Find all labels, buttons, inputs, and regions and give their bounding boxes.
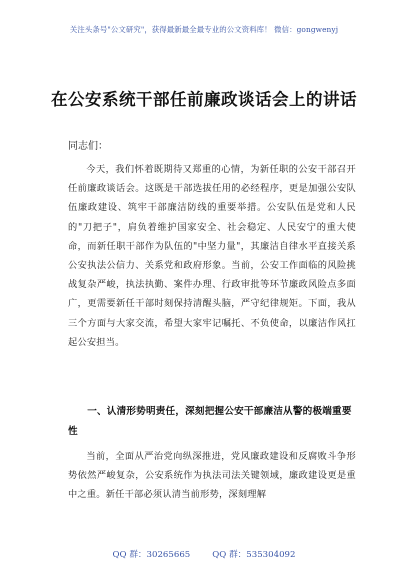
salutation: 同志们： bbox=[68, 141, 108, 152]
section-heading: 一、认清形势明责任，深刻把握公安干部廉洁从警的极端重要性 bbox=[68, 406, 352, 437]
body-paragraph: 当前，全面从严治党向纵深推进，党风廉政建设和反腐败斗争形势依然严峻复杂，公安系统作为执法司法关键领域，廉政建设更是重中之重。新任干部必须认清当前形势，深刻理解 bbox=[68, 451, 356, 501]
qq-group-1: QQ 群：30265665 bbox=[112, 550, 191, 560]
body-paragraph: 今天，我们怀着既期待又郑重的心情，为新任职的公安干部召开任前廉政谈话会。这既是干部选拔任用的必经程序，更是加强公安队伍廉政建设、筑牢干部廉洁防线的重要举措。公安队伍是党和人民的"刀把子"，肩负着维护国家安全、社会稳定、人民安宁的重大使命，而新任职干部作为队伍的"中坚力量"，其廉洁自律水平直接关系公安执法公信力、关系党和政府形象。当前，公安工作面临的风险挑战复杂严峻，执法执勤、案件办理、行政审批等环节廉政风险点多面广，更需要新任干部时刻保持清醒头脑，严守纪律规矩。下面，我从三个方面与大家交流，希望大家牢记嘱托、不负使命，以廉洁作风扛起公安担当。 bbox=[68, 164, 356, 348]
qq-group-2: QQ 群：535304092 bbox=[212, 550, 296, 560]
document-title: 在公安系统干部任前廉政谈话会上的讲话 bbox=[51, 90, 357, 109]
promo-banner: 关注头条号"公文研究"，获得最新最全最专业的公文资料库！ 微信：gongwenyj bbox=[69, 25, 339, 34]
footer-contact bbox=[0, 548, 408, 560]
